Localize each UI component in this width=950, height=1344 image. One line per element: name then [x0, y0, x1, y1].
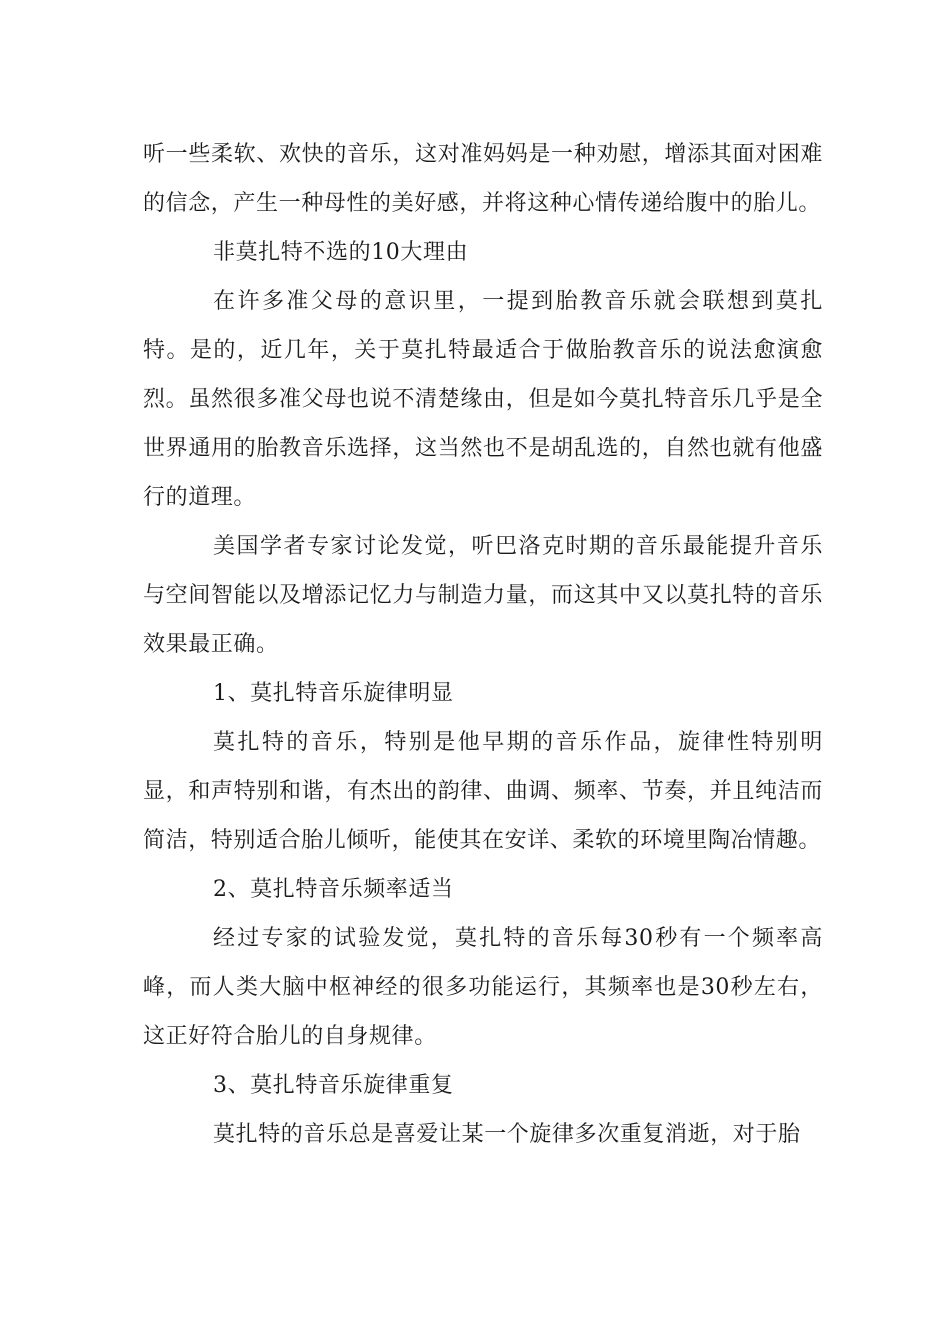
reason-heading-1: 1、莫扎特音乐旋律明显 — [213, 681, 454, 706]
paragraph-mozart-popularity: 在许多准父母的意识里，一提到胎教音乐就会联想到莫扎特。是的，近几年，关于莫扎特最适合于做胎教音乐的说法愈演愈烈。虽然很多准父母也说不清楚缘由，但是如今莫扎特音乐几乎是全世界通用的胎教音乐选择，这当然也不是胡乱选的，自然也就有他盛行的道理。 — [143, 289, 823, 510]
paragraph-intro-continued: 听一些柔软、欢快的音乐，这对准妈妈是一种劝慰，增添其面对困难的信念，产生一种母性的美好感，并将这种心情传递给腹中的胎儿。 — [143, 142, 823, 216]
paragraph-reason-1: 莫扎特的音乐，特别是他早期的音乐作品，旋律性特别明显，和声特别和谐，有杰出的韵律、曲调、频率、节奏，并且纯洁而简洁，特别适合胎儿倾听，能使其在安详、柔软的环境里陶冶情趣。 — [143, 730, 823, 853]
reason-heading-3: 3、莫扎特音乐旋律重复 — [213, 1073, 454, 1098]
paragraph-reason-2: 经过专家的试验发觉，莫扎特的音乐每30秒有一个频率高峰，而人类大脑中枢神经的很多功能运行，其频率也是30秒左右，这正好符合胎儿的自身规律。 — [143, 926, 823, 1049]
paragraph-baroque-research: 美国学者专家讨论发觉，听巴洛克时期的音乐最能提升音乐与空间智能以及增添记忆力与制造力量，而这其中又以莫扎特的音乐效果最正确。 — [143, 534, 823, 657]
paragraph-reason-3-partial: 莫扎特的音乐总是喜爱让某一个旋律多次重复消逝，对于胎 — [213, 1122, 801, 1147]
section-heading-ten-reasons: 非莫扎特不选的10大理由 — [213, 240, 469, 265]
reason-heading-2: 2、莫扎特音乐频率适当 — [213, 877, 454, 902]
document-body — [143, 130, 823, 1159]
